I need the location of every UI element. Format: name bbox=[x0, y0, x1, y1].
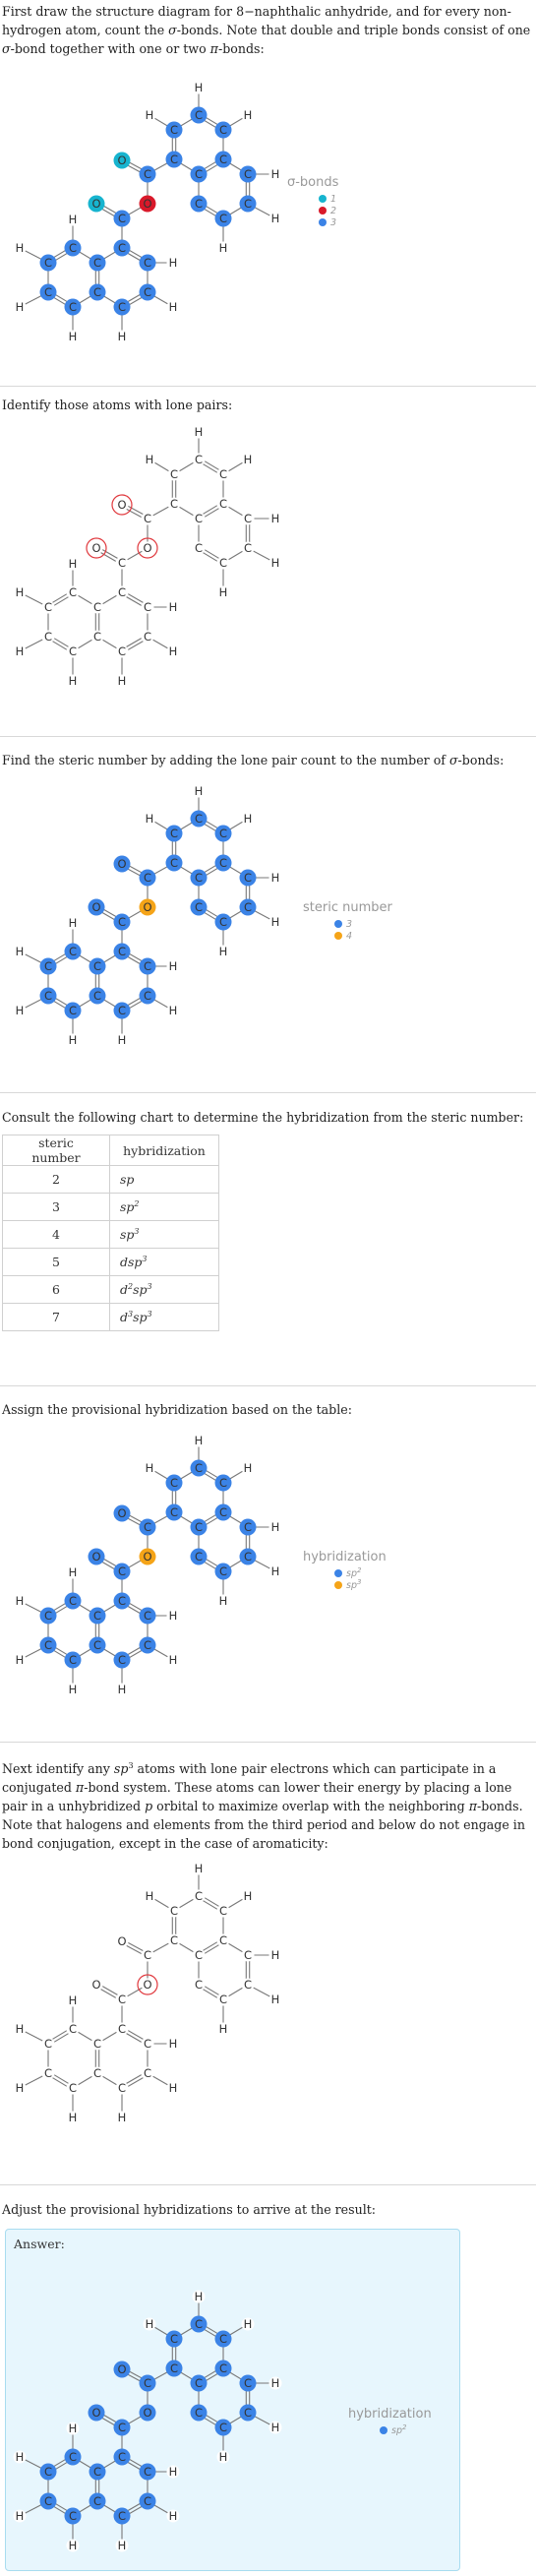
atom-label-c: C bbox=[68, 300, 78, 314]
atom-label-c: C bbox=[169, 2361, 179, 2375]
atom-label-h: H bbox=[218, 1594, 228, 1608]
atom-label-h: H bbox=[243, 2317, 253, 2331]
atom-label-h: H bbox=[194, 1434, 204, 1447]
atom-label-c: C bbox=[218, 1904, 228, 1918]
atom-label-o: O bbox=[143, 541, 152, 555]
legend-item: 3 bbox=[330, 217, 337, 228]
atom-label-c: C bbox=[92, 2066, 102, 2080]
atom-label-o: O bbox=[91, 197, 101, 211]
atom-label-o: O bbox=[117, 153, 127, 167]
atom-label-c: C bbox=[143, 600, 152, 614]
divider bbox=[0, 1385, 536, 1386]
steric-number-cell: 4 bbox=[3, 1221, 110, 1249]
atom-label-o: O bbox=[91, 1550, 101, 1564]
step-1-text: First draw the structure diagram for 8−naphthalic anhydride, and for every non-hydrogen atom, count the σ-bonds. Note that double and triple bonds consist of one σ-bond together with one or two π-bonds: bbox=[2, 4, 531, 56]
atom-label-h: H bbox=[168, 2509, 178, 2523]
legend-swatch bbox=[334, 1581, 342, 1589]
atom-label-h: H bbox=[68, 2539, 78, 2552]
atom-label-c: C bbox=[117, 300, 127, 314]
atom-label-c: C bbox=[243, 2406, 253, 2420]
molecule bbox=[14, 1862, 282, 2124]
atom-label-h: H bbox=[145, 453, 154, 466]
atom-label-h: H bbox=[117, 330, 127, 343]
atom-label-h: H bbox=[270, 212, 280, 225]
atom-label-c: C bbox=[218, 2361, 228, 2375]
atom-label-c: C bbox=[143, 1520, 152, 1534]
atom-label-h: H bbox=[270, 2376, 280, 2390]
atom-label-h: H bbox=[243, 1461, 253, 1475]
atom-label-c: C bbox=[218, 556, 228, 570]
atom-label-c: C bbox=[43, 630, 53, 644]
atom-label-c: C bbox=[194, 1520, 204, 1534]
legend-swatch bbox=[319, 218, 327, 226]
atom-label-h: H bbox=[243, 812, 253, 826]
atom-label-c: C bbox=[143, 2376, 152, 2390]
atom-label-c: C bbox=[43, 2494, 53, 2508]
atom-label-c: C bbox=[218, 1993, 228, 2006]
legend-swatch bbox=[334, 920, 342, 928]
atom-label-c: C bbox=[117, 556, 127, 570]
atom-label-c: C bbox=[68, 585, 78, 599]
atom-label-h: H bbox=[168, 1609, 178, 1623]
atom-label-h: H bbox=[15, 300, 25, 314]
legend bbox=[303, 1550, 387, 1591]
hybridization-cell: $d^3sp^3$ bbox=[110, 1304, 219, 1331]
legend-item: $sp^2$ bbox=[391, 2423, 407, 2436]
atom-label-h: H bbox=[168, 1004, 178, 1017]
atom-label-h: H bbox=[270, 556, 280, 570]
legend-item: 4 bbox=[346, 931, 353, 942]
atom-label-c: C bbox=[43, 989, 53, 1003]
atom-label-h: H bbox=[15, 241, 25, 255]
atom-label-c: C bbox=[218, 827, 228, 840]
steric-number-cell: 2 bbox=[3, 1166, 110, 1194]
atom-label-c: C bbox=[243, 1520, 253, 1534]
atom-label-o: O bbox=[117, 2362, 127, 2376]
atom-label-h: H bbox=[270, 871, 280, 885]
atom-label-c: C bbox=[218, 2332, 228, 2346]
atom-label-h: H bbox=[168, 2037, 178, 2051]
atom-label-c: C bbox=[194, 512, 204, 525]
molecule-diagram-lone-pairs bbox=[0, 384, 536, 738]
atom-label-c: C bbox=[169, 1505, 179, 1519]
atom-label-o: O bbox=[143, 1550, 152, 1564]
steric-number-cell: 7 bbox=[3, 1304, 110, 1331]
hybridization-cell: $sp^2$ bbox=[110, 1194, 219, 1221]
atom-label-h: H bbox=[270, 1993, 280, 2006]
atom-label-o: O bbox=[143, 197, 152, 211]
atom-label-c: C bbox=[169, 827, 179, 840]
atom-label-c: C bbox=[243, 1978, 253, 1992]
atom-label-c: C bbox=[143, 989, 152, 1003]
atom-label-c: C bbox=[68, 241, 78, 255]
atom-label-h: H bbox=[218, 945, 228, 958]
table-body bbox=[3, 1166, 219, 1331]
atom-label-c: C bbox=[117, 1594, 127, 1608]
atom-label-c: C bbox=[43, 2066, 53, 2080]
atom-label-h: H bbox=[218, 2022, 228, 2036]
atom-label-c: C bbox=[117, 212, 127, 225]
atom-label-h: H bbox=[145, 108, 154, 122]
atom-label-h: H bbox=[68, 213, 78, 226]
molecule bbox=[14, 2290, 282, 2552]
atom-label-h: H bbox=[145, 1889, 154, 1903]
atom-label-h: H bbox=[68, 674, 78, 688]
atom-label-c: C bbox=[68, 2450, 78, 2464]
atom-label-c: C bbox=[194, 1978, 204, 1992]
atom-label-h: H bbox=[168, 959, 178, 973]
legend-item: $sp^2$ bbox=[346, 1566, 362, 1579]
molecule-diagram-final-hybridization bbox=[0, 2229, 536, 2573]
atom-label-c: C bbox=[92, 256, 102, 270]
molecule bbox=[14, 784, 282, 1047]
atom-label-h: H bbox=[194, 2290, 204, 2303]
atom-label-h: H bbox=[117, 2111, 127, 2124]
atom-label-h: H bbox=[243, 1889, 253, 1903]
legend-swatch bbox=[319, 195, 327, 203]
legend-title: hybridization bbox=[303, 1550, 387, 1564]
atom-label-h: H bbox=[15, 1653, 25, 1667]
atom-label-c: C bbox=[194, 1889, 204, 1903]
atom-label-h: H bbox=[15, 585, 25, 599]
atom-label-o: O bbox=[91, 900, 101, 914]
atom-label-h: H bbox=[15, 1594, 25, 1608]
atom-label-h: H bbox=[145, 1461, 154, 1475]
atom-label-o: O bbox=[117, 1934, 127, 1948]
legend bbox=[303, 900, 392, 942]
atom-label-h: H bbox=[68, 2111, 78, 2124]
atom-label-c: C bbox=[243, 1550, 253, 1564]
legend-swatch bbox=[380, 2426, 387, 2434]
step-7-text: Adjust the provisional hybridizations to arrive at the result: bbox=[2, 2202, 377, 2217]
atom-label-h: H bbox=[168, 644, 178, 658]
atom-label-c: C bbox=[194, 1461, 204, 1475]
atom-label-c: C bbox=[68, 1004, 78, 1017]
atom-label-c: C bbox=[194, 167, 204, 181]
atom-label-c: C bbox=[68, 1594, 78, 1608]
atom-label-c: C bbox=[117, 2450, 127, 2464]
hybridization-cell: dsp$^3$ bbox=[110, 1249, 219, 1276]
divider bbox=[0, 1092, 536, 1093]
atom-label-c: C bbox=[43, 285, 53, 299]
atom-label-c: C bbox=[92, 630, 102, 644]
atom-label-h: H bbox=[218, 2450, 228, 2464]
atom-label-c: C bbox=[194, 1948, 204, 1962]
atom-label-c: C bbox=[218, 212, 228, 225]
atom-label-c: C bbox=[143, 959, 152, 973]
atom-label-c: C bbox=[194, 2317, 204, 2331]
molecule-diagram-conjugation bbox=[0, 1820, 536, 2165]
hybridization-table bbox=[2, 1135, 219, 1331]
atom-label-c: C bbox=[117, 945, 127, 958]
atom-label-h: H bbox=[117, 1683, 127, 1696]
atom-label-h: H bbox=[168, 1653, 178, 1667]
atom-label-c: C bbox=[43, 1609, 53, 1623]
legend-swatch bbox=[334, 932, 342, 940]
atom-label-c: C bbox=[243, 197, 253, 211]
table-row bbox=[3, 1221, 219, 1249]
atom-label-c: C bbox=[243, 900, 253, 914]
atom-label-c: C bbox=[43, 959, 53, 973]
atom-label-c: C bbox=[194, 1550, 204, 1564]
molecule-diagram-sigma-bonds bbox=[0, 74, 536, 384]
step-5-text: Assign the provisional hybridization based on the table: bbox=[2, 1402, 352, 1417]
atom-label-c: C bbox=[169, 2332, 179, 2346]
atom-label-o: O bbox=[117, 1506, 127, 1520]
atom-label-c: C bbox=[243, 1948, 253, 1962]
atom-label-c: C bbox=[169, 856, 179, 870]
atom-label-h: H bbox=[168, 300, 178, 314]
table-row bbox=[3, 1276, 219, 1304]
atom-label-c: C bbox=[169, 1904, 179, 1918]
legend-item: $sp^3$ bbox=[346, 1578, 362, 1591]
atom-label-c: C bbox=[218, 467, 228, 481]
divider bbox=[0, 736, 536, 737]
atom-label-c: C bbox=[143, 256, 152, 270]
atom-label-c: C bbox=[117, 2081, 127, 2095]
atom-label-c: C bbox=[43, 1638, 53, 1652]
atom-label-c: C bbox=[92, 959, 102, 973]
legend bbox=[287, 175, 339, 228]
atom-label-c: C bbox=[68, 2081, 78, 2095]
atom-label-o: O bbox=[143, 900, 152, 914]
atom-label-c: C bbox=[43, 2037, 53, 2051]
atom-label-c: C bbox=[194, 871, 204, 885]
legend-title: σ-bonds bbox=[287, 175, 339, 190]
table-header: hybridization bbox=[110, 1135, 219, 1166]
table-row bbox=[3, 1194, 219, 1221]
atom-label-h: H bbox=[168, 256, 178, 270]
atom-label-c: C bbox=[169, 497, 179, 511]
atom-label-c: C bbox=[143, 285, 152, 299]
atom-label-h: H bbox=[243, 453, 253, 466]
atom-label-c: C bbox=[218, 153, 228, 166]
atom-label-o: O bbox=[91, 541, 101, 555]
atom-label-o: O bbox=[117, 857, 127, 871]
hybridization-cell: $sp^3$ bbox=[110, 1221, 219, 1249]
divider bbox=[0, 2184, 536, 2185]
atom-label-c: C bbox=[169, 1933, 179, 1947]
atom-label-h: H bbox=[270, 915, 280, 929]
atom-label-c: C bbox=[143, 2494, 152, 2508]
atom-label-h: H bbox=[168, 2081, 178, 2095]
atom-label-o: O bbox=[143, 2406, 152, 2420]
atom-label-c: C bbox=[43, 256, 53, 270]
atom-label-h: H bbox=[117, 674, 127, 688]
legend-item: 2 bbox=[330, 206, 337, 216]
legend-item: 3 bbox=[346, 919, 353, 930]
atom-label-c: C bbox=[194, 2376, 204, 2390]
atom-label-c: C bbox=[218, 1505, 228, 1519]
atom-label-h: H bbox=[117, 1033, 127, 1047]
atom-label-o: O bbox=[143, 1978, 152, 1992]
table-row bbox=[3, 1304, 219, 1331]
atom-label-c: C bbox=[218, 2421, 228, 2434]
atom-label-c: C bbox=[117, 2022, 127, 2036]
atom-label-c: C bbox=[143, 1638, 152, 1652]
atom-label-h: H bbox=[194, 81, 204, 94]
atom-label-h: H bbox=[15, 1004, 25, 1017]
atom-label-c: C bbox=[92, 2037, 102, 2051]
atom-label-c: C bbox=[218, 915, 228, 929]
atom-label-c: C bbox=[92, 2465, 102, 2479]
molecule-diagram-provisional-hybridization bbox=[0, 1427, 536, 1737]
steric-number-cell: 6 bbox=[3, 1276, 110, 1304]
atom-label-h: H bbox=[194, 425, 204, 439]
atom-label-h: H bbox=[15, 945, 25, 958]
atom-label-c: C bbox=[169, 153, 179, 166]
atom-label-h: H bbox=[243, 108, 253, 122]
atom-label-c: C bbox=[218, 1564, 228, 1578]
molecule bbox=[14, 1434, 282, 1696]
atom-label-h: H bbox=[15, 2509, 25, 2523]
atom-label-h: H bbox=[68, 2422, 78, 2435]
atom-label-c: C bbox=[143, 2037, 152, 2051]
atom-label-h: H bbox=[145, 812, 154, 826]
atom-label-c: C bbox=[43, 2465, 53, 2479]
atom-label-c: C bbox=[92, 989, 102, 1003]
hybridization-cell: sp bbox=[110, 1166, 219, 1194]
steric-number-cell: 5 bbox=[3, 1249, 110, 1276]
atom-label-h: H bbox=[168, 600, 178, 614]
atom-label-c: C bbox=[143, 2465, 152, 2479]
atom-label-c: C bbox=[92, 1609, 102, 1623]
atom-label-c: C bbox=[117, 241, 127, 255]
atom-label-c: C bbox=[143, 630, 152, 644]
atom-label-c: C bbox=[143, 1609, 152, 1623]
step-4-text: Consult the following chart to determine the hybridization from the steric number: bbox=[2, 1110, 524, 1125]
molecule bbox=[14, 81, 282, 343]
atom-label-c: C bbox=[68, 945, 78, 958]
atom-label-c: C bbox=[117, 1993, 127, 2006]
atom-label-h: H bbox=[68, 557, 78, 571]
atom-label-c: C bbox=[243, 512, 253, 525]
atom-label-c: C bbox=[194, 108, 204, 122]
atom-label-c: C bbox=[143, 1948, 152, 1962]
legend bbox=[348, 2407, 432, 2436]
atom-label-o: O bbox=[117, 498, 127, 512]
atom-label-o: O bbox=[91, 1978, 101, 1992]
atom-label-h: H bbox=[68, 1033, 78, 1047]
atom-label-c: C bbox=[92, 2494, 102, 2508]
atom-label-c: C bbox=[218, 123, 228, 137]
atom-label-h: H bbox=[145, 2317, 154, 2331]
atom-label-c: C bbox=[243, 167, 253, 181]
atom-label-c: C bbox=[117, 2421, 127, 2434]
atom-label-h: H bbox=[270, 167, 280, 181]
atom-label-c: C bbox=[243, 2376, 253, 2390]
atom-label-c: C bbox=[194, 197, 204, 211]
atom-label-c: C bbox=[68, 2022, 78, 2036]
atom-label-c: C bbox=[194, 453, 204, 466]
atom-label-o: O bbox=[91, 2406, 101, 2420]
atom-label-c: C bbox=[92, 285, 102, 299]
table-row bbox=[3, 1249, 219, 1276]
atom-label-c: C bbox=[169, 467, 179, 481]
step-6-text: Next identify any $sp^3$ atoms with lone pair electrons which can participate in a conjugated π-bond system. These atoms can lower their energy by placing a lone pair in a unhybridized p orbital to maximize overlap with the neighboring π-bonds. Note that halogens and elements from the third period and below do not engage in bond conjugation, except in the case of aromaticity: bbox=[2, 1761, 525, 1852]
legend-title: steric number bbox=[303, 900, 392, 915]
table-row bbox=[3, 1166, 219, 1194]
atom-label-c: C bbox=[218, 1476, 228, 1490]
hybridization-cell: $d^2sp^3$ bbox=[110, 1276, 219, 1304]
atom-label-c: C bbox=[68, 2509, 78, 2523]
legend-swatch bbox=[334, 1569, 342, 1577]
atom-label-h: H bbox=[68, 1683, 78, 1696]
atom-label-h: H bbox=[194, 784, 204, 798]
atom-label-c: C bbox=[218, 856, 228, 870]
answer-label: Answer: bbox=[14, 2237, 65, 2251]
atom-label-c: C bbox=[117, 1653, 127, 1667]
atom-label-c: C bbox=[143, 2066, 152, 2080]
divider bbox=[0, 1742, 536, 1743]
atom-label-h: H bbox=[68, 330, 78, 343]
legend-title: hybridization bbox=[348, 2407, 432, 2422]
atom-label-h: H bbox=[270, 512, 280, 525]
legend-swatch bbox=[319, 207, 327, 215]
atom-label-c: C bbox=[92, 1638, 102, 1652]
atom-label-c: C bbox=[43, 600, 53, 614]
atom-label-c: C bbox=[194, 812, 204, 826]
atom-label-c: C bbox=[68, 644, 78, 658]
atom-label-h: H bbox=[15, 2022, 25, 2036]
atom-label-h: H bbox=[218, 585, 228, 599]
legend-item: 1 bbox=[330, 194, 337, 205]
atom-label-h: H bbox=[270, 1948, 280, 1962]
molecule bbox=[14, 425, 282, 688]
atom-label-c: C bbox=[117, 915, 127, 929]
atom-label-h: H bbox=[270, 2421, 280, 2434]
atom-label-c: C bbox=[194, 2406, 204, 2420]
atom-label-c: C bbox=[143, 512, 152, 525]
step-2-text: Identify those atoms with lone pairs: bbox=[2, 398, 233, 412]
atom-label-h: H bbox=[218, 241, 228, 255]
step-3-text: Find the steric number by adding the lone pair count to the number of σ-bonds: bbox=[2, 753, 505, 767]
atom-label-c: C bbox=[117, 1004, 127, 1017]
atom-label-c: C bbox=[68, 1653, 78, 1667]
atom-label-c: C bbox=[143, 871, 152, 885]
atom-label-c: C bbox=[117, 1564, 127, 1578]
atom-label-h: H bbox=[270, 1564, 280, 1578]
atom-label-c: C bbox=[243, 871, 253, 885]
atom-label-h: H bbox=[68, 1565, 78, 1579]
atom-label-h: H bbox=[15, 2450, 25, 2464]
atom-label-h: H bbox=[68, 916, 78, 930]
atom-label-h: H bbox=[270, 1520, 280, 1534]
atom-label-h: H bbox=[194, 1862, 204, 1875]
steric-number-cell: 3 bbox=[3, 1194, 110, 1221]
atom-label-h: H bbox=[15, 644, 25, 658]
atom-label-c: C bbox=[194, 541, 204, 555]
atom-label-c: C bbox=[218, 497, 228, 511]
atom-label-c: C bbox=[117, 2509, 127, 2523]
atom-label-c: C bbox=[194, 900, 204, 914]
atom-label-c: C bbox=[243, 541, 253, 555]
atom-label-c: C bbox=[117, 585, 127, 599]
atom-label-c: C bbox=[169, 123, 179, 137]
molecule-diagram-steric-number bbox=[0, 777, 536, 1087]
atom-label-h: H bbox=[68, 1993, 78, 2007]
atom-label-c: C bbox=[143, 167, 152, 181]
atom-label-c: C bbox=[218, 1933, 228, 1947]
atom-label-c: C bbox=[169, 1476, 179, 1490]
atom-label-c: C bbox=[92, 600, 102, 614]
atom-label-c: C bbox=[117, 644, 127, 658]
atom-label-h: H bbox=[168, 2465, 178, 2479]
atom-label-h: H bbox=[15, 2081, 25, 2095]
table-header: steric number bbox=[3, 1135, 110, 1166]
atom-label-h: H bbox=[117, 2539, 127, 2552]
